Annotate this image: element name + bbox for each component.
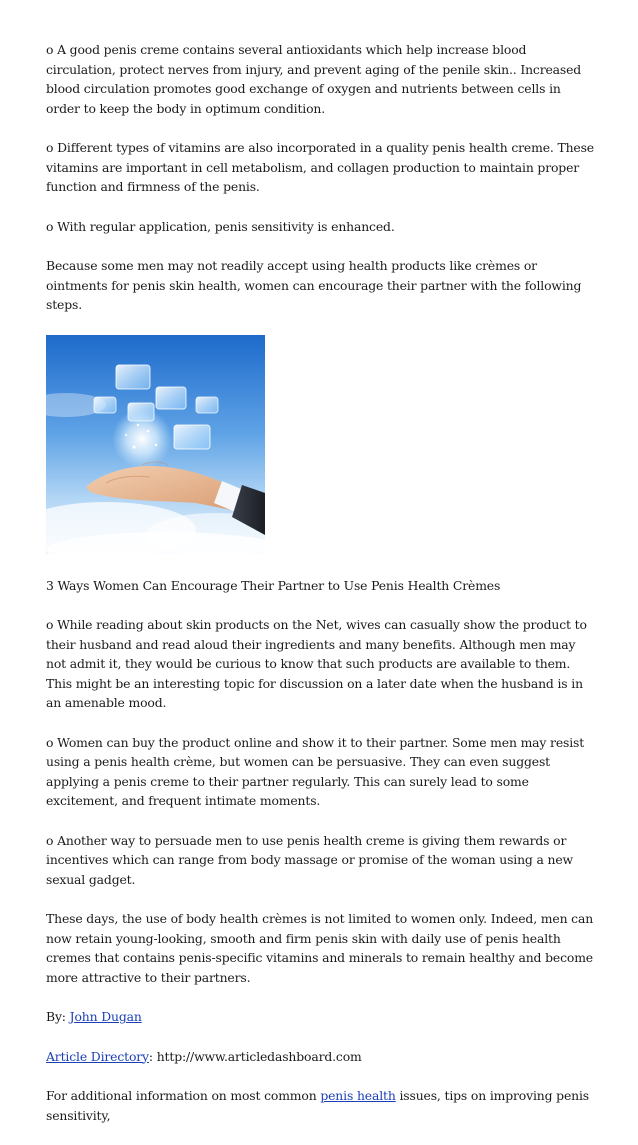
paragraph-buy-online: o Women can buy the product online and show it to their partner. Some men may resist using a penis health crème, but women can be persuasive. They can even suggest applying a penis creme to their partner regularly. This can surely lead to some excitement, and frequent intimate moments. <box>46 734 585 808</box>
byline-prefix: By: <box>46 1009 70 1024</box>
footer-line <box>46 1086 594 1125</box>
paragraph-antioxidants: o A good penis creme contains several antioxidants which help increase blood circulation, protect nerves from injury, and prevent aging of the penile skin.. Increased blood circulation promotes good exchange of oxygen and nutrients between cells in order to keep the body in optimum condition. <box>46 42 582 116</box>
hand-holding-windows-image <box>46 335 265 554</box>
paragraph-rewards: o Another way to persuade men to use penis health creme is giving them rewards or incentives which can range from body massage or promise of the woman using a new sexual gadget. <box>46 832 573 887</box>
paragraph-intro-steps: Because some men may not readily accept using health products like crèmes or ointments for penis skin health, women can encourage their partner with the following steps. <box>46 258 582 312</box>
footer-prefix: For additional information on most common <box>46 1088 321 1103</box>
article-directory-url: : http://www.articledashboard.com <box>148 1048 362 1064</box>
paragraph-read-aloud: o While reading about skin products on the Net, wives can casually show the product to their husband and read aloud their ingredients and many benefits. Although men may not admit it, they would be curious to know that such products are available to them. This might be an interesting topic for discussion on a later date when the husband is in an amenable mood. <box>46 617 587 710</box>
footer-suffix: issues, tips on improving penis sensitivity, <box>46 1088 589 1123</box>
article-directory-link[interactable]: Article Directory <box>46 1048 149 1064</box>
byline <box>46 1007 594 1027</box>
article-directory-line <box>46 1047 594 1067</box>
section-heading: 3 Ways Women Can Encourage Their Partner to Use Penis Health Crèmes <box>46 577 501 593</box>
author-link[interactable]: John Dugan <box>69 1009 142 1024</box>
penis-health-link[interactable]: penis health <box>320 1088 396 1103</box>
paragraph-vitamins: o Different types of vitamins are also incorporated in a quality penis health creme. These vitamins are important in cell metabolism, and collagen production to maintain proper function and firmness of the penis. <box>46 140 594 194</box>
paragraph-men-cremes: These days, the use of body health crèmes is not limited to women only. Indeed, men can now retain young-looking, smooth and firm penis skin with daily use of penis health cremes that contains penis-specific vitamins and minerals to remain healthy and become more attractive to their partners. <box>46 911 594 985</box>
document-page <box>46 40 594 1145</box>
paragraph-sensitivity: o With regular application, penis sensitivity is enhanced. <box>46 218 395 234</box>
